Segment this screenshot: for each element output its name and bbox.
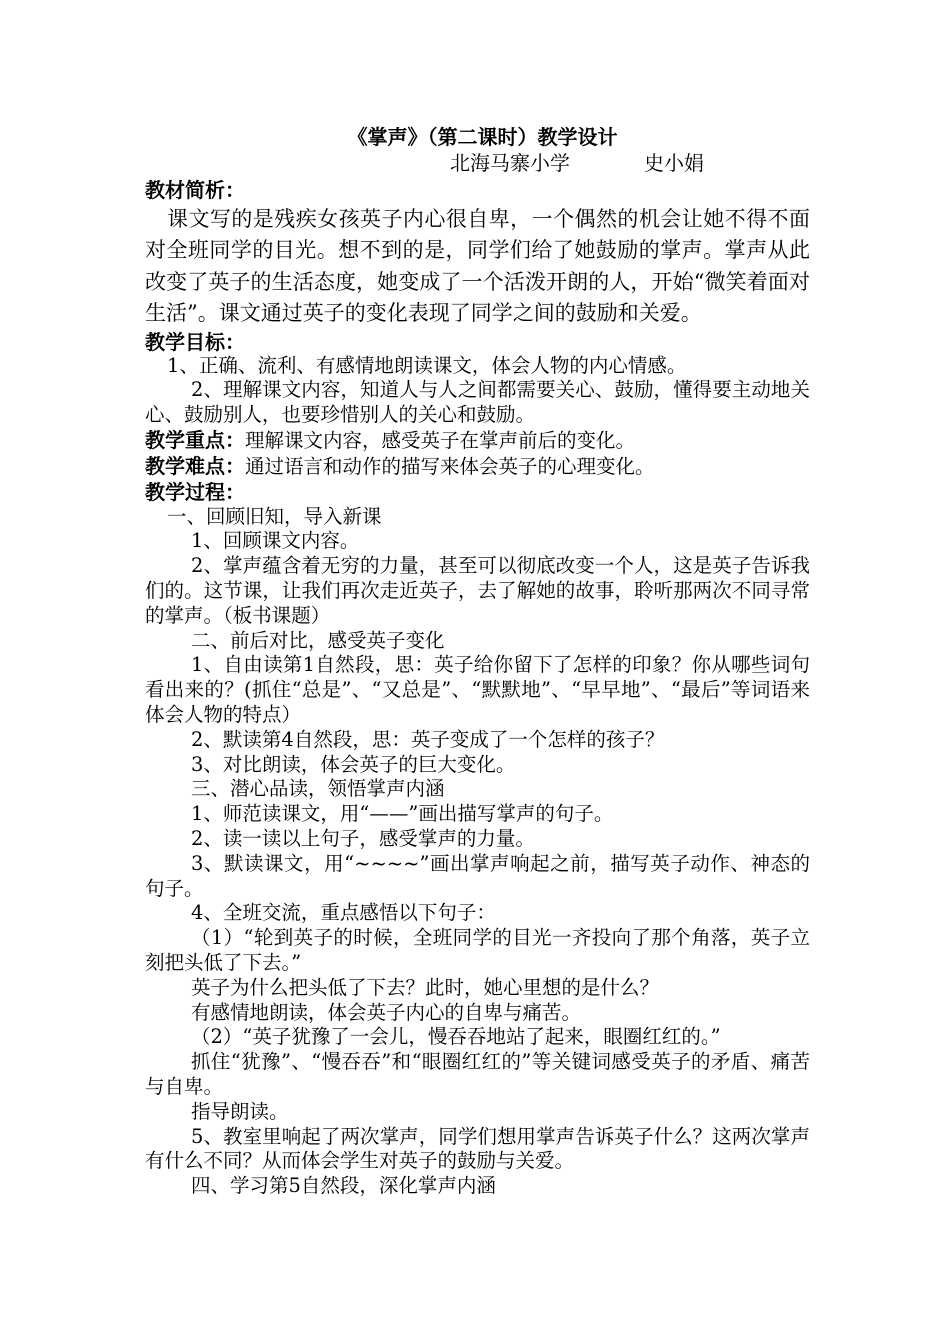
process-step: （1）“轮到英子的时候，全班同学的目光一齐投向了那个角落，英子立刻把头低了下去。”: [145, 926, 810, 974]
process-step: 二、前后对比，感受英子变化: [191, 628, 445, 652]
goals-heading: 教学目标：: [145, 329, 245, 354]
process-step: 一、回顾旧知，导入新课: [167, 504, 382, 528]
process-step: 抓住“犹豫”、“慢吞吞”和“眼圈红红的”等关键词感受英子的矛盾、痛苦与自卑。: [145, 1050, 810, 1098]
process-step: 三、潜心品读，领悟掌声内涵: [191, 777, 445, 801]
process-step: 5、教室里响起了两次掌声，同学们想用掌声告诉英子什么？这两次掌声有什么不同？从而体会学生对英子的鼓励与关爱。: [145, 1124, 810, 1173]
difficulty: [145, 454, 810, 480]
difficulty-label: 教学难点：: [145, 453, 245, 478]
process-step: 有感情地朗读，体会英子内心的自卑与痛苦。: [191, 1000, 582, 1024]
goal-1: 1、正确、流利、有感情地朗读课文，体会人物的内心情感。: [167, 353, 687, 377]
process-step: 3、对比朗读，体会英子的巨大变化。: [191, 752, 516, 776]
key-point: [145, 428, 810, 454]
process-step: 2、掌声蕴含着无穷的力量，甚至可以彻底改变一个人，这是英子告诉我们的。这节课，让我们再次走近英子，去了解她的故事，聆听那两次不同寻常的掌声。（板书课题）: [145, 554, 810, 627]
process-step: 四、学习第5自然段，深化掌声内涵: [191, 1174, 496, 1198]
process-step: 3、默读课文，用“~~~~”画出掌声响起之前，描写英子动作、神态的句子。: [145, 851, 810, 900]
difficulty-text: 通过语言和动作的描写来体会英子的心理变化。: [245, 454, 655, 478]
byline: [145, 150, 810, 176]
process-step: 指导朗读。: [191, 1099, 289, 1123]
key-point-label: 教学重点：: [145, 428, 245, 453]
key-point-text: 理解课文内容，感受英子在掌声前后的变化。: [245, 429, 636, 453]
goal-2: 2、理解课文内容，知道人与人之间都需要关心、鼓励，懂得要主动地关心、鼓励别人，也要珍惜别人的关心和鼓励。: [145, 378, 810, 427]
process-step: （2）“英子犹豫了一会儿，慢吞吞地站了起来，眼圈红红的。”: [191, 1025, 721, 1049]
school-name: 北海马寨小学: [450, 151, 570, 175]
document-title: 《掌声》（第二课时）教学设计: [347, 125, 618, 149]
analysis-paragraph: 课文写的是残疾女孩英子内心很自卑，一个偶然的机会让她不得不面对全班同学的目光。想不到的是，同学们给了她鼓励的掌声。掌声从此改变了英子的生活态度，她变成了一个活泼开朗的人，开始“微笑着面对生活”。课文通过英子的变化表现了同学之间的鼓励和关爱。: [145, 207, 810, 326]
process-heading: 教学过程：: [145, 479, 245, 504]
document-page: [145, 124, 810, 1199]
process-step: 英子为什么把头低了下去？此时，她心里想的是什么？: [191, 975, 660, 999]
process-step: 2、默读第4自然段，思：英子变成了一个怎样的孩子？: [191, 727, 665, 751]
process-step: 1、师范读课文，用“——”画出描写掌声的句子。: [191, 802, 614, 826]
process-step: 1、回顾课文内容。: [191, 529, 360, 553]
process-step: 4、全班交流，重点感悟以下句子：: [191, 901, 496, 925]
process-step: 1、自由读第1自然段，思：英子给你留下了怎样的印象？你从哪些词句看出来的？(抓住“总是”、“又总是”、“默默地”、“早早地”、“最后”等词语来体会人物的特点）: [145, 653, 810, 726]
analysis-heading: 教材简析：: [145, 178, 245, 202]
process-step: 2、读一读以上句子，感受掌声的力量。: [191, 826, 535, 850]
author-name: 史小娟: [644, 151, 704, 175]
